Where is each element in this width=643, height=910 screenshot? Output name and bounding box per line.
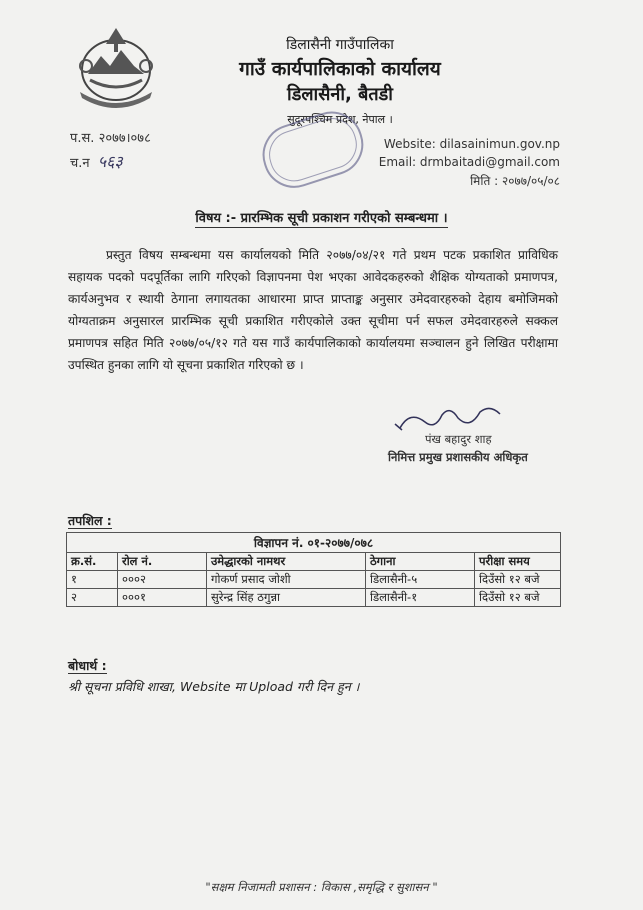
chalani-number bbox=[70, 150, 123, 172]
col-address: ठेगाना bbox=[366, 553, 475, 571]
office-name: गाउँ कार्यपालिकाको कार्यालय bbox=[239, 58, 441, 80]
candidate-table bbox=[66, 532, 561, 607]
table-row bbox=[67, 571, 561, 589]
cell-roll: ०००१ bbox=[118, 589, 207, 607]
office-location: डिलासैनी, बैतडी bbox=[287, 84, 393, 105]
office-stamp bbox=[255, 105, 370, 195]
cell-sn: २ bbox=[67, 589, 118, 607]
municipality-name: डिलासैनी गाउँपालिका bbox=[286, 37, 394, 53]
body-paragraph: प्रस्तुत विषय सम्बन्धमा यस कार्यालयको मिति २०७७/०४/२१ गते प्रथम पटक प्रकाशित प्राविधिक सहायक पदको पदपूर्तिका लागि गरिएको विज्ञापनमा पेश भएका आवेदकहरुको शैक्षिक योग्यताको प्रमाणपत्र, कार्यअनुभव र स्थायी ठेगाना लगायतका आधारमा प्राप्त प्राप्ताङ्क अनुसार उमेदवारहरुको देहाय बमोजिमको योग्यताक्रम अनुसारल प्रारम्भिक सूची प्रकाशित गरीएकोले उक्त सूचीमा पर्न सफल उमेदवारहरुले सक्कल प्रमाणपत्र सहित मिति २०७७/०५/१२ गते यस गाउँ कार्यपालिकाको कार्यालयमा सञ्चालन हुने लिखित परीक्षामा उपस्थित हुनका लागि यो सूचना प्रकाशित गरिएको छ । bbox=[68, 248, 558, 372]
cell-name: सुरेन्द्र सिंह ठगुन्ना bbox=[207, 589, 366, 607]
subject-text: विषय :- प्रारम्भिक सूची प्रकाशन गरीएको सम्बन्धमा । bbox=[195, 211, 448, 226]
cell-exam-time: दिउँसो १२ बजे bbox=[475, 571, 561, 589]
col-roll: रोल नं. bbox=[118, 553, 207, 571]
cell-sn: १ bbox=[67, 571, 118, 589]
cell-address: डिलासैनी-५ bbox=[366, 571, 475, 589]
cn-value: ५६३ bbox=[97, 152, 123, 171]
province-country: सुदूरपश्चिम प्रदेश, नेपाल । bbox=[287, 113, 393, 126]
col-sn: क्र.सं. bbox=[67, 553, 118, 571]
col-exam-time: परीक्षा समय bbox=[475, 553, 561, 571]
ps-value: २०७७।०७८ bbox=[98, 131, 151, 146]
cell-name: गोकर्ण प्रसाद जोशी bbox=[207, 571, 366, 589]
tapasil-heading: तपशिल : bbox=[68, 513, 112, 528]
nepal-emblem-icon bbox=[66, 22, 166, 110]
cell-exam-time: दिउँसो १२ बजे bbox=[475, 589, 561, 607]
table-row bbox=[67, 589, 561, 607]
email-text: Email: drmbaitadi@gmail.com bbox=[378, 155, 560, 169]
footer-slogan: "सक्षम निजामती प्रशासन : विकास ,समृद्धि र सुशासन " bbox=[205, 880, 438, 894]
cn-label: च.न bbox=[70, 156, 90, 171]
subject-line bbox=[0, 208, 643, 226]
bodharth-note: श्री सूचना प्रविधि शाखा, Website मा Upload गरी दिन हुन । bbox=[68, 679, 360, 694]
advertisement-number: विज्ञापन नं. ०१-२०७७/०७८ bbox=[67, 533, 561, 553]
website-text: Website: dilasainimun.gov.np bbox=[383, 137, 560, 151]
signatory-name: पंख बहादुर शाह bbox=[425, 432, 492, 446]
bodharth-heading: बोधार्थ : bbox=[68, 658, 107, 673]
cell-address: डिलासैनी-१ bbox=[366, 589, 475, 607]
cell-roll: ०००२ bbox=[118, 571, 207, 589]
patra-sankhya bbox=[70, 128, 151, 146]
date-text: मिति : २०७७/०५/०८ bbox=[470, 174, 560, 188]
ps-label: प.स. bbox=[70, 131, 95, 146]
col-name: उमेद्धारको नामथर bbox=[207, 553, 366, 571]
signatory-post: निमित्त प्रमुख प्रशासकीय अधिकृत bbox=[388, 450, 528, 464]
